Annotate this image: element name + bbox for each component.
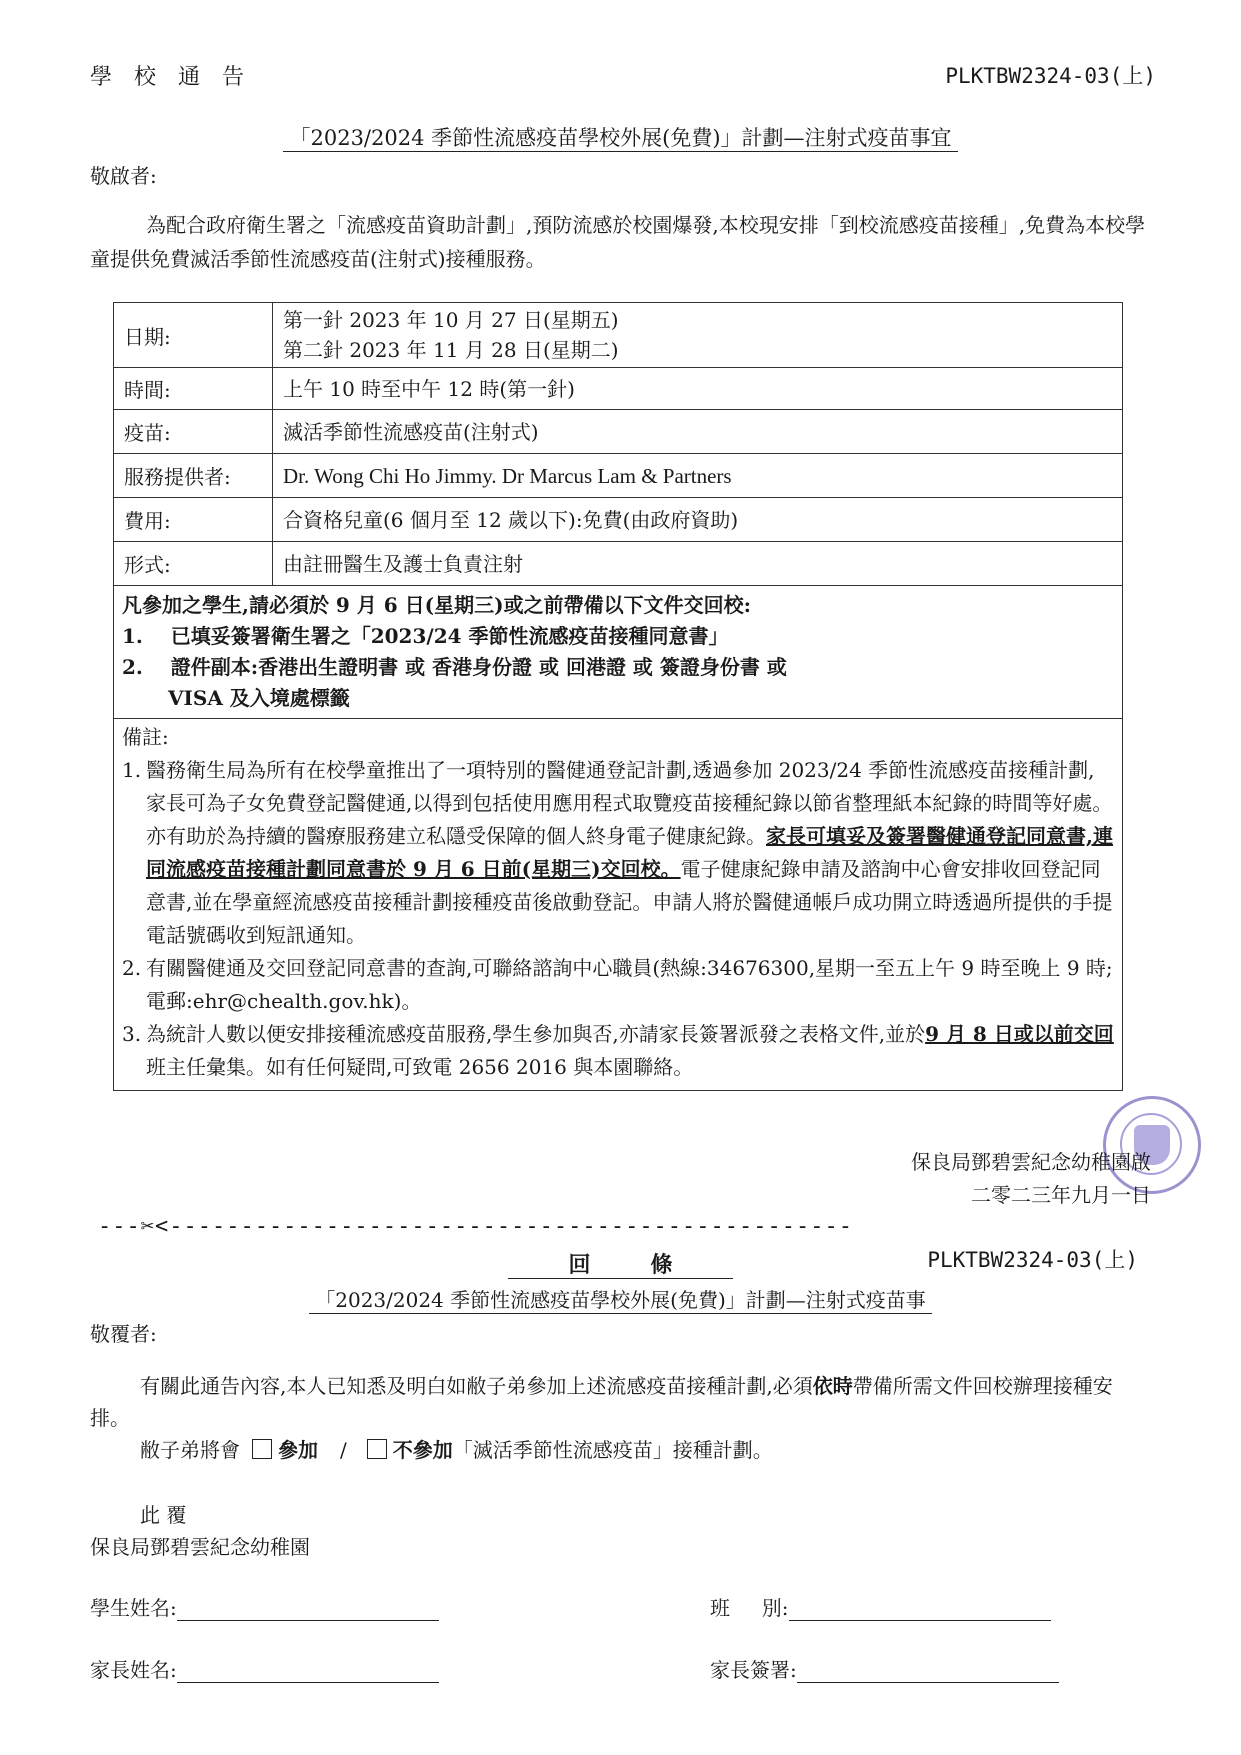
reply-slip-heading: 回條: [0, 1248, 1241, 1279]
participation-choice: [140, 1433, 1140, 1467]
note-number: 3.: [122, 1022, 142, 1046]
reply-school-name: 保良局鄧碧雲紀念幼稚園: [90, 1535, 310, 1559]
reply-closing: 此 覆: [140, 1503, 187, 1527]
table-row: [114, 542, 1123, 586]
notice-title: 「2023/2024 季節性流感疫苗學校外展(免費)」計劃—注射式疫苗事宜: [0, 122, 1241, 152]
first-dose-date: 第一針 2023 年 10 月 27 日(星期五): [283, 308, 619, 332]
choice-prefix: 敝子弟將會: [140, 1438, 240, 1462]
format-label: 形式:: [114, 542, 273, 586]
class-field: [710, 1592, 1051, 1621]
parent-signature-input[interactable]: [797, 1662, 1059, 1683]
note-text: 為統計人數以便安排接種流感疫苗服務,學生參加與否,亦請家長簽署派發之表格文件,並於: [146, 1022, 926, 1046]
format-value: 由註冊醫生及護士負責注射: [273, 542, 1123, 586]
requirements-cell: [114, 586, 1123, 719]
parent-name-input[interactable]: [177, 1662, 439, 1683]
requirement-item-1: 1. 已填妥簽署衛生署之「2023/24 季節性流感疫苗接種同意書」: [122, 624, 729, 648]
school-signature: 保良局鄧碧雲紀念幼稚園啟: [911, 1150, 1151, 1174]
note-text: 電子健康紀錄申請及諮詢中心會安排收回登記同意書,並在學童經流感疫苗接種計劃接種疫苗後啟動登記。申請人將於醫健通帳戶成功開立時透過所提供的手提電話號碼收到短訊通知。: [146, 857, 1113, 947]
notes-heading: 備註:: [122, 725, 169, 749]
salutation: 敬啟者:: [90, 164, 157, 188]
choice-separator: /: [340, 1438, 347, 1462]
time-label: 時間:: [114, 368, 273, 410]
vaccine-value: 滅活季節性流感疫苗(注射式): [273, 410, 1123, 454]
reply-salutation: 敬覆者:: [90, 1322, 157, 1346]
note-emphasis: 9 月 8 日或以前交回: [925, 1022, 1114, 1046]
reply-body-emphasis: 依時: [812, 1374, 853, 1398]
note-3: [122, 1018, 1114, 1084]
table-row: [114, 498, 1123, 542]
student-name-label: 學生姓名:: [90, 1596, 177, 1620]
second-dose-date: 第二針 2023 年 11 月 28 日(星期二): [283, 338, 619, 362]
reply-body-text: 帶備所需文件回校辦理接種安排。: [90, 1374, 1113, 1430]
requirement-item-2: 2. 證件副本:香港出生證明書 或 香港身份證 或 回港證 或 簽證身份書 或: [122, 655, 787, 679]
parent-signature-field: [710, 1654, 1059, 1683]
parent-signature-label: 家長簽署:: [710, 1658, 797, 1682]
table-row: [114, 410, 1123, 454]
fee-value: 合資格兒童(6 個月至 12 歲以下):免費(由政府資助): [273, 498, 1123, 542]
table-row: [114, 303, 1123, 368]
date-value: [273, 303, 1123, 368]
reply-code: PLKTBW2324-03(上): [927, 1248, 1138, 1272]
note-emphasis: 家長可填妥及簽署醫健通登記同意書,連同流感疫苗接種計劃同意書於 9 月 6 日前(星期三)交回校。: [146, 824, 1113, 881]
table-row: [114, 368, 1123, 410]
join-label: 參加: [278, 1438, 318, 1462]
parent-name-field: [90, 1654, 439, 1683]
note-2: [122, 952, 1114, 1018]
date-label: 日期:: [114, 303, 273, 368]
issue-date: 二零二三年九月一日: [971, 1183, 1151, 1207]
note-number: 2.: [122, 956, 142, 980]
note-1: [122, 754, 1114, 952]
cut-line: ---✂<------------------------------------------------: [98, 1214, 853, 1239]
student-name-field: [90, 1592, 439, 1621]
student-name-input[interactable]: [177, 1600, 439, 1621]
table-row: [114, 454, 1123, 498]
class-label: 班 別:: [710, 1596, 789, 1620]
reply-body: [90, 1370, 1150, 1434]
signature-block: [911, 1146, 1151, 1212]
class-input[interactable]: [789, 1600, 1051, 1621]
fee-label: 費用:: [114, 498, 273, 542]
not-join-checkbox[interactable]: [367, 1439, 387, 1459]
time-value: 上午 10 時至中午 12 時(第一針): [273, 368, 1123, 410]
notes-cell: [114, 719, 1123, 1091]
not-join-label: 不參加: [392, 1438, 453, 1462]
note-text: 醫務衛生局為所有在校學童推出了一項特別的醫健通登記計劃,透過參加 2023/24 季節性流感疫苗接種計劃,家長可為子女免費登記醫健通,以得到包括使用應用程式取覽疫苗接種紀錄以節省整理紙本紀錄的時間等好處。亦有助於為持續的醫療服務建立私隱受保障的個人終身電子健康紀錄。: [146, 758, 1113, 848]
requirements-heading: 凡參加之學生,請必須於 9 月 6 日(星期三)或之前帶備以下文件交回校:: [122, 593, 751, 617]
provider-label: 服務提供者:: [114, 454, 273, 498]
notice-code: PLKTBW2324-03(上): [945, 64, 1156, 88]
reply-body-text: 有關此通告內容,本人已知悉及明白如敝子弟參加上述流感疫苗接種計劃,必須: [140, 1374, 813, 1398]
vaccination-info-table: [113, 302, 1123, 1091]
provider-value: Dr. Wong Chi Ho Jimmy. Dr Marcus Lam & Partners: [273, 454, 1123, 498]
note-text: 有關醫健通及交回登記同意書的查詢,可聯絡諮詢中心職員(熱線:34676300,星期一至五上午 9 時至晚上 9 時;電郵:ehr@chealth.gov.hk)。: [146, 956, 1113, 1013]
parent-name-label: 家長姓名:: [90, 1658, 177, 1682]
table-row: [114, 719, 1123, 1091]
intro-paragraph: 為配合政府衛生署之「流感疫苗資助計劃」,預防流感於校園爆發,本校現安排「到校流感疫苗接種」,免費為本校學童提供免費滅活季節性流感疫苗(注射式)接種服務。: [90, 213, 1146, 271]
choice-suffix: 「滅活季節性流感疫苗」接種計劃。: [452, 1438, 773, 1462]
join-checkbox[interactable]: [252, 1439, 272, 1459]
table-row: [114, 586, 1123, 719]
vaccine-label: 疫苗:: [114, 410, 273, 454]
note-text: 班主任彙集。如有任何疑問,可致電 2656 2016 與本園聯絡。: [146, 1055, 694, 1079]
requirement-item-2-cont: VISA 及入境處標籤: [168, 686, 350, 710]
notice-label: 學校通告: [90, 65, 267, 90]
reply-title: 「2023/2024 季節性流感疫苗學校外展(免費)」計劃—注射式疫苗事: [0, 1284, 1241, 1313]
note-number: 1.: [122, 758, 142, 782]
